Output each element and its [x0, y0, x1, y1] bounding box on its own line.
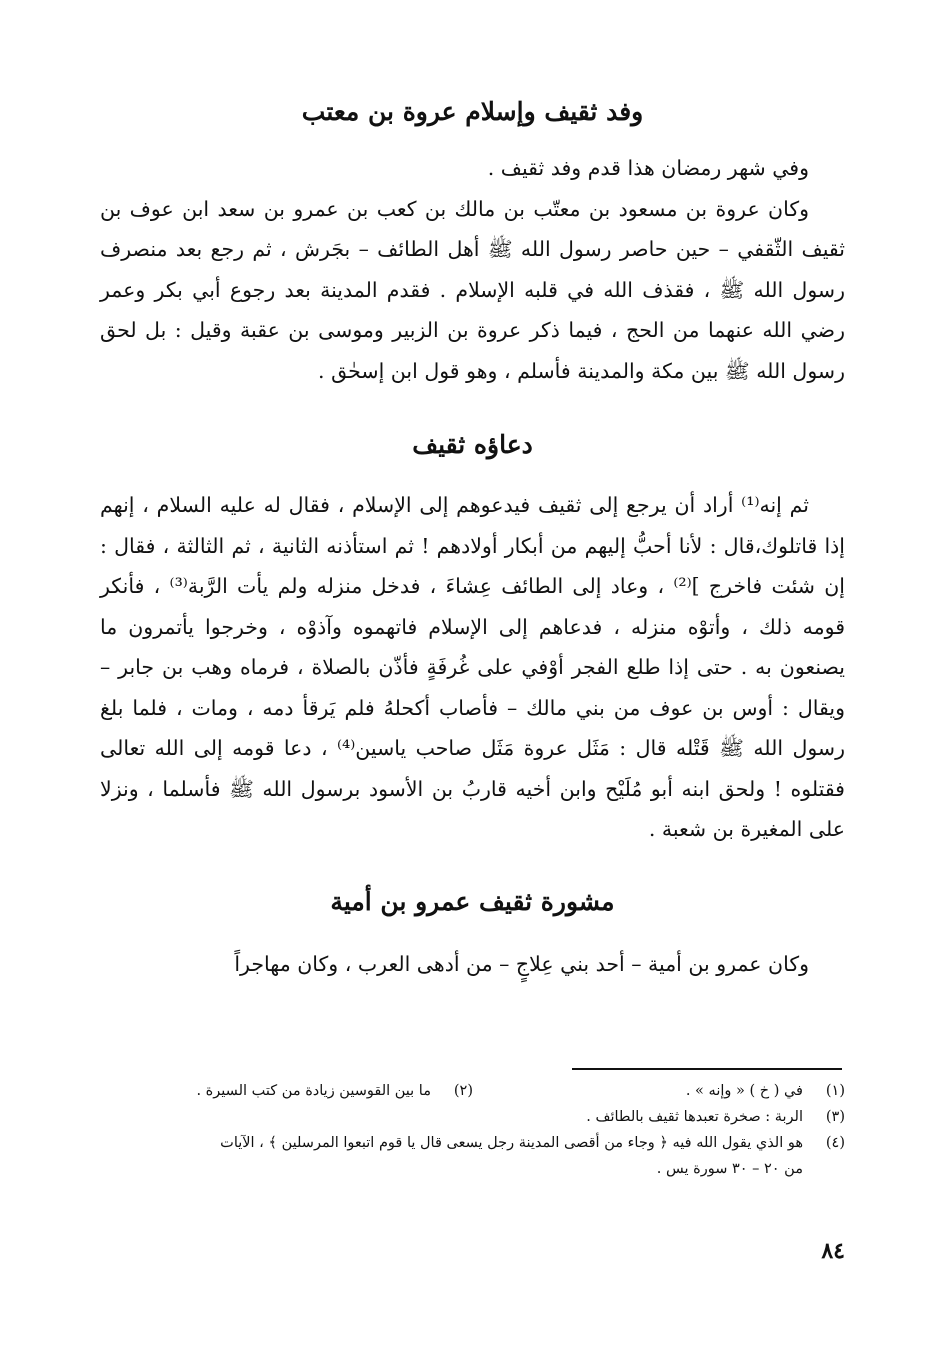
footnote-number: (٣)	[825, 1109, 845, 1125]
paragraph-ramadan: وفي شهر رمضان هذا قدم وفد ثقيف .	[487, 156, 809, 180]
footnote-divider	[572, 1068, 842, 1070]
footnote-text: هو الذي يقول الله فيه ﴿ وجاء من أقصى المدينة رجل يسعى قال يا قوم اتبعوا المرسلين ﴾ ، الآيات	[220, 1135, 803, 1151]
footnote-row-1-2	[100, 1078, 845, 1104]
footnote-3	[100, 1104, 845, 1130]
footnote-4-continuation: من ٢٠ – ٣٠ سورة يس .	[656, 1161, 803, 1177]
page-body	[100, 92, 845, 984]
footnotes	[100, 1078, 845, 1182]
paragraph-duaa: ثم إنه⁽¹⁾ أراد أن يرجع إلى ثقيف فيدعوهم إلى الإسلام ، فقال له عليه السلام ، إنهم إذا قاتلوك،قال : لأنا أحبُّ إليهم من أبكار أولادهم ! ثم استأذنه الثانية ، ثم الثالثة ، فقال : إن شئت فاخرج ]⁽²⁾ ، وعاد إلى الطائف عِشاءَ ، فدخل منزله ولم يأت الرَّبة⁽³⁾ ، فأنكر قومه ذلك ، وأتوْه منزله ، فدعاهم إلى الإسلام فاتهموه وآذوْه ، وخرجوا يأتمرون ما يصنعون به . حتى إذا طلع الفجر أوْفي على غُرفَةٍ فأذّن بالصلاة ، فرماه وهب بن جابر – ويقال : أوس بن عوف من بني مالك – فأصاب أكحلهُ فلم يَرقأ دمه ، ومات ، فلما بلغ رسول الله ﷺ قَتْله قال : مَثَل عروة مَثَل صاحب ياسين⁽⁴⁾ ، دعا قومه إلى الله تعالى فقتلوه ! ولحق ابنه أبو مُلَيْح وابن أخيه قاربُ بن الأسود برسول الله ﷺ فأسلما ، ونزلا على المغيرة بن شعبة .	[100, 493, 846, 841]
footnote-4	[100, 1130, 845, 1156]
paragraph-urwa: وكان عروة بن مسعود بن معتّب بن مالك بن كعب بن عمرو بن سعد ابن عوف بن ثقيف الثّقفي – حين حاصر رسول الله ﷺ أهل الطائف – بجَرش ، ثم رجع بعد منصرف رسول الله ﷺ ، فقذف الله في قلبه الإسلام . فقدم المدينة بعد رجوع أبي بكر وعمر رضي الله عنهما من الحج ، فيما ذكر عروة بن الزبير وموسى بن عقبة وقيل : بل لحق رسول الله ﷺ بين مكة والمدينة فأسلم ، وهو قول ابن إسحٰق .	[100, 196, 845, 383]
section-heading-mashwara: مشورة ثقيف عمرو بن أمية	[330, 886, 615, 916]
footnote-number: (١)	[825, 1083, 845, 1099]
footnote-text: ما بين القوسين زيادة من كتب السيرة .	[196, 1083, 431, 1099]
footnote-number: (٢)	[453, 1083, 473, 1099]
paragraph-amr-ibn-umayya: وكان عمرو بن أمية – أحد بني عِلاجٍ – من أدهى العرب ، وكان مهاجراً	[234, 951, 809, 976]
footnote-text: في ( خ ) « وإنه » .	[685, 1083, 803, 1099]
footnote-number: (٤)	[825, 1135, 845, 1151]
footnote-1	[473, 1078, 845, 1104]
footnote-2	[101, 1078, 473, 1104]
section-heading-duaa-thaqif: دعاؤه ثقيف	[412, 430, 533, 459]
page-number: ٨٤	[821, 1238, 845, 1264]
section-heading-wafd-thaqif: وفد ثقيف وإسلام عروة بن معتب	[301, 97, 644, 126]
footnote-text: الربة : صخرة تعبدها ثقيف بالطائف .	[586, 1109, 803, 1125]
